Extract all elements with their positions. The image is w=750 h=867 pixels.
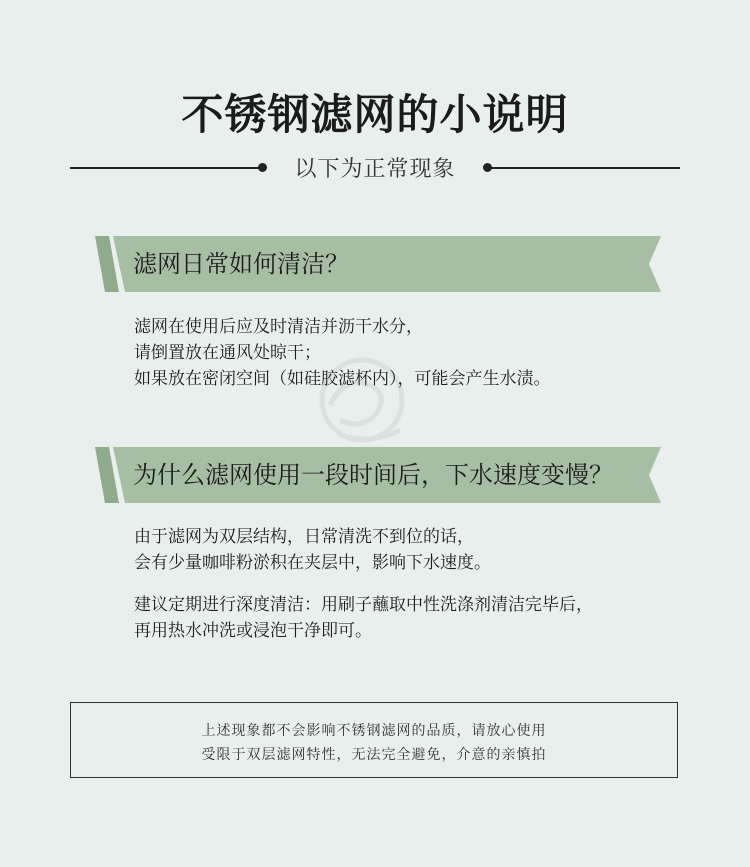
subtitle: 以下为正常现象	[294, 157, 456, 182]
text-line: 会有少量咖啡粉淤积在夹层中，影响下水速度。	[134, 553, 491, 573]
subtitle-row	[70, 150, 680, 184]
text-line: 建议定期进行深度清洁：用刷子蘸取中性洗涤剂清洁完毕后，	[134, 595, 593, 615]
page-title: 不锈钢滤网的小说明	[181, 90, 569, 139]
notice-line: 受限于双层滤网特性，无法完全避免，介意的亲慎拍	[201, 747, 547, 763]
text-line: 滤网在使用后应及时清洁并沥干水分，	[134, 317, 423, 337]
section-1-paragraph	[134, 314, 694, 392]
section-2-heading-banner	[95, 447, 661, 503]
section-2-paragraph-2	[134, 592, 694, 644]
notice-line: 上述现象都不会影响不锈钢滤网的品质，请放心使用	[201, 723, 547, 739]
text-line: 请倒置放在通风处晾干；	[134, 343, 321, 363]
notice-box	[70, 702, 678, 778]
text-line: 再用热水冲洗或浸泡干净即可。	[134, 621, 372, 641]
section-2-paragraph-1	[134, 524, 694, 576]
text-line: 由于滤网为双层结构，日常清洗不到位的话，	[134, 527, 474, 547]
section-1-heading: 滤网日常如何清洁？	[133, 250, 349, 278]
text-line: 如果放在密闭空间（如硅胶滤杯内），可能会产生水渍。	[134, 369, 551, 389]
subtitle-right-rule	[490, 167, 680, 169]
section-2-heading: 为什么滤网使用一段时间后，下水速度变慢？	[133, 461, 613, 489]
section-1-heading-banner	[95, 236, 661, 292]
